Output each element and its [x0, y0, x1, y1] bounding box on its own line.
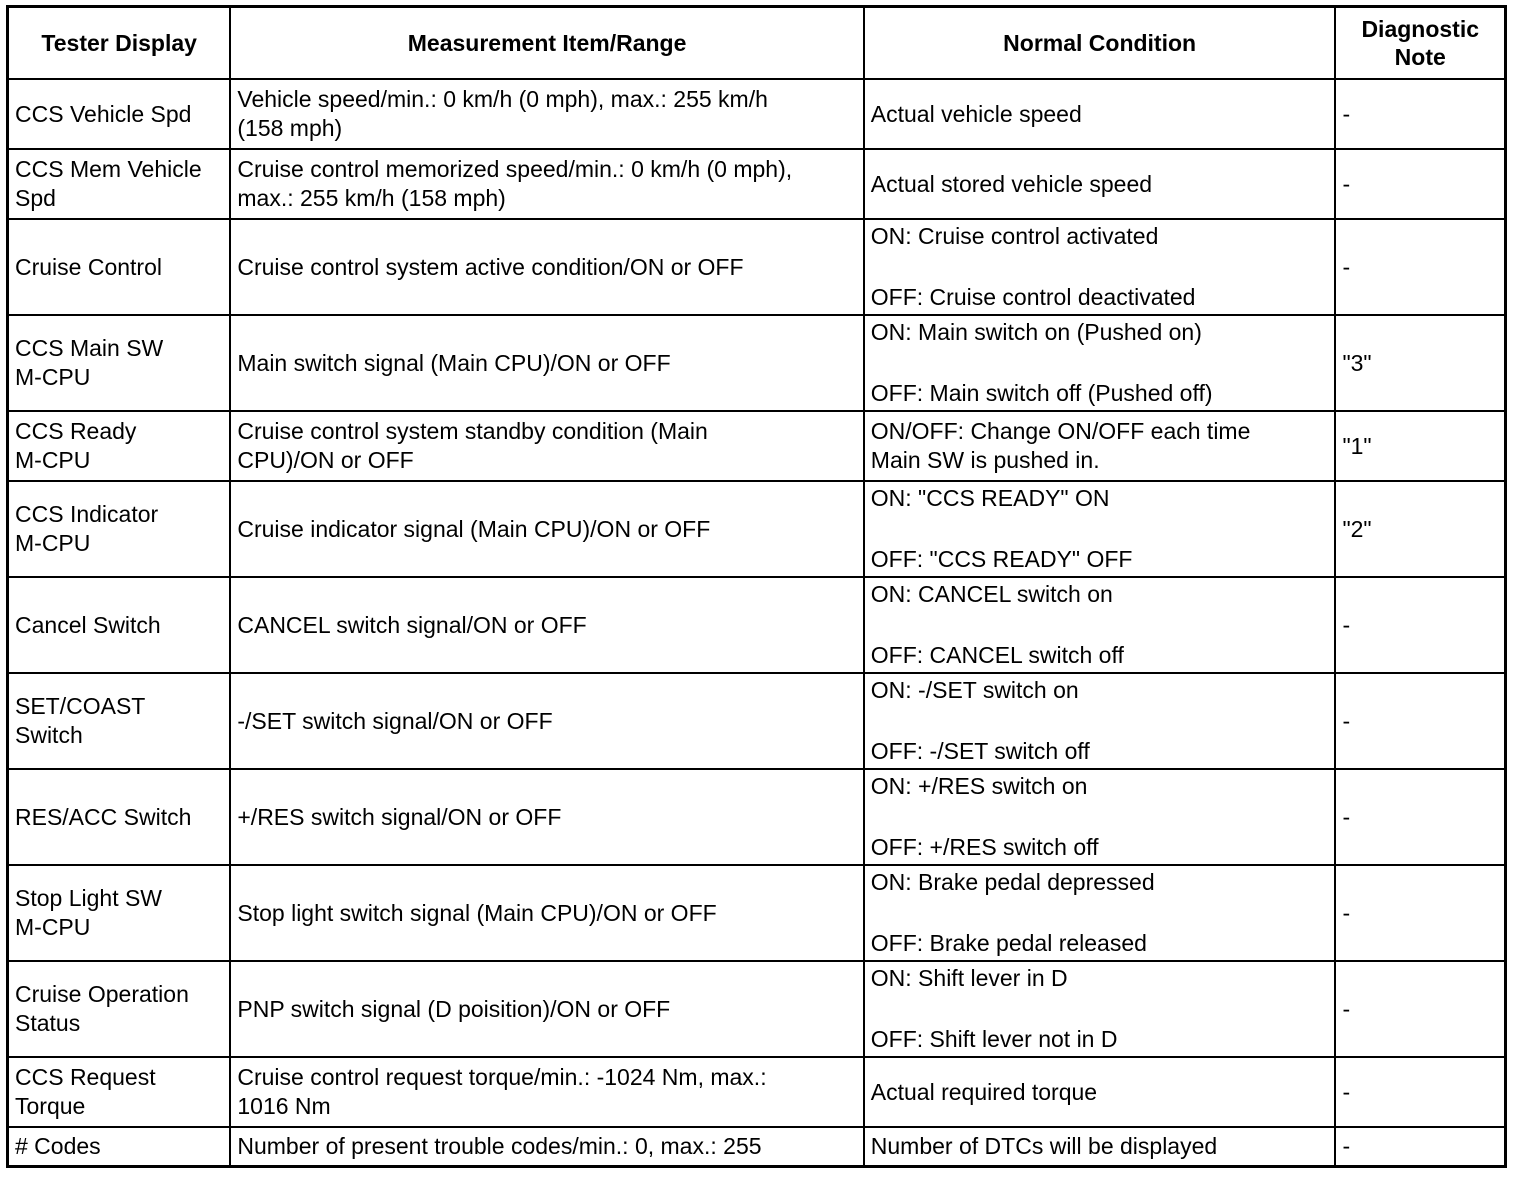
measurement-text: 1016 Nm: [237, 1093, 331, 1119]
tester-display-text: Torque: [15, 1093, 86, 1119]
cell-measurement: [230, 219, 863, 315]
table-row: [8, 1057, 1506, 1127]
measurement-text: Cruise control system active condition/ON or OFF: [237, 253, 744, 280]
cell-measurement: [230, 1127, 863, 1167]
cell-measurement: [230, 149, 863, 219]
measurement-text: Main switch signal (Main CPU)/ON or OFF: [237, 349, 671, 376]
cell-normal-condition: [864, 769, 1336, 865]
tester-display-text: CCS Main SW: [15, 335, 164, 361]
normal-condition-text: Actual vehicle speed: [870, 100, 1082, 127]
measurement-text: Cruise indicator signal (Main CPU)/ON or OFF: [237, 515, 711, 542]
cell-diagnostic-note: "3": [1335, 315, 1505, 411]
measurement-text: (158 mph): [237, 115, 343, 141]
table-row: [8, 481, 1506, 577]
normal-condition-text: OFF: +/RES switch off: [870, 834, 1099, 860]
table-row: [8, 577, 1506, 673]
cell-normal-condition: [864, 673, 1336, 769]
measurement-text: CANCEL switch signal/ON or OFF: [237, 611, 587, 638]
cell-measurement: [230, 769, 863, 865]
cell-measurement: [230, 577, 863, 673]
tester-display-text: Cancel Switch: [15, 611, 161, 638]
cell-normal-condition: [864, 411, 1336, 481]
cell-measurement: [230, 411, 863, 481]
cell-diagnostic-note: -: [1335, 79, 1505, 149]
cell-measurement: [230, 961, 863, 1057]
table-row: [8, 1127, 1506, 1167]
cell-normal-condition: [864, 481, 1336, 577]
table-row: [8, 411, 1506, 481]
normal-condition-text: OFF: Shift lever not in D: [870, 1026, 1118, 1052]
normal-condition-text: OFF: -/SET switch off: [870, 738, 1090, 764]
normal-condition-text: OFF: Cruise control deactivated: [870, 284, 1196, 310]
cell-diagnostic-note: -: [1335, 219, 1505, 315]
cell-diagnostic-note: -: [1335, 1127, 1505, 1167]
cell-normal-condition: [864, 149, 1336, 219]
cell-normal-condition: [864, 577, 1336, 673]
tester-display-text: CCS Vehicle Spd: [15, 100, 192, 127]
cell-normal-condition: [864, 961, 1336, 1057]
cell-tester-display: [8, 79, 231, 149]
measurement-text: Number of present trouble codes/min.: 0, max.: 255: [237, 1133, 762, 1159]
normal-condition-text: Actual stored vehicle speed: [870, 170, 1153, 197]
cell-diagnostic-note: "1": [1335, 411, 1505, 481]
cell-normal-condition: [864, 1127, 1336, 1167]
cell-normal-condition: [864, 79, 1336, 149]
table-row: [8, 673, 1506, 769]
header-row: [8, 7, 1506, 80]
tester-display-text: M-CPU: [15, 530, 91, 556]
cell-measurement: [230, 1057, 863, 1127]
normal-condition-text: ON: +/RES switch on: [870, 773, 1088, 799]
tester-display-text: Switch: [15, 722, 83, 748]
tester-display-text: M-CPU: [15, 364, 91, 390]
header-diagnostic-note-line-2: Note: [1394, 44, 1446, 70]
measurement-text: +/RES switch signal/ON or OFF: [237, 803, 562, 830]
cell-measurement: [230, 673, 863, 769]
cell-tester-display: [8, 315, 231, 411]
cell-tester-display: [8, 577, 231, 673]
tester-display-text: M-CPU: [15, 447, 91, 473]
tester-display-text: Status: [15, 1010, 81, 1036]
cell-tester-display: [8, 1127, 231, 1167]
cell-normal-condition: [864, 1057, 1336, 1127]
measurement-text: Cruise control system standby condition (Main: [237, 418, 708, 444]
normal-condition-text: OFF: Main switch off (Pushed off): [870, 380, 1213, 406]
measurement-text: max.: 255 km/h (158 mph): [237, 185, 506, 211]
table-row: [8, 219, 1506, 315]
header-measurement: Measurement Item/Range: [230, 7, 863, 80]
normal-condition-text: OFF: "CCS READY" OFF: [870, 546, 1133, 572]
tester-display-text: Spd: [15, 185, 56, 211]
tester-display-text: RES/ACC Switch: [15, 803, 192, 830]
cell-tester-display: [8, 481, 231, 577]
cell-measurement: [230, 79, 863, 149]
normal-condition-text: ON: Main switch on (Pushed on): [870, 319, 1202, 345]
cell-diagnostic-note: -: [1335, 673, 1505, 769]
cell-tester-display: [8, 219, 231, 315]
tester-display-text: CCS Mem Vehicle: [15, 156, 202, 182]
measurement-text: CPU)/ON or OFF: [237, 447, 414, 473]
measurement-text: Cruise control request torque/min.: -1024 Nm, max.:: [237, 1064, 767, 1090]
cell-measurement: [230, 481, 863, 577]
cell-tester-display: [8, 149, 231, 219]
tester-display-text: CCS Indicator: [15, 501, 159, 527]
measurement-text: Cruise control memorized speed/min.: 0 km/h (0 mph),: [237, 156, 793, 182]
tester-display-text: M-CPU: [15, 914, 91, 940]
header-diagnostic-note: [1335, 7, 1505, 80]
header-diagnostic-note-line-1: Diagnostic: [1361, 16, 1480, 42]
normal-condition-text: Actual required torque: [870, 1078, 1098, 1105]
measurement-text: -/SET switch signal/ON or OFF: [237, 707, 553, 734]
tester-display-text: SET/COAST: [15, 693, 146, 719]
cell-diagnostic-note: -: [1335, 1057, 1505, 1127]
cell-tester-display: [8, 961, 231, 1057]
header-tester-display: Tester Display: [8, 7, 231, 80]
table-row: [8, 865, 1506, 961]
header-normal-condition: Normal Condition: [864, 7, 1336, 80]
cell-measurement: [230, 315, 863, 411]
table-body: [8, 79, 1506, 1167]
normal-condition-text: ON: -/SET switch on: [870, 677, 1079, 703]
tester-display-text: Cruise Control: [15, 253, 162, 280]
normal-condition-text: OFF: CANCEL switch off: [870, 642, 1124, 668]
cell-tester-display: [8, 865, 231, 961]
normal-condition-text: ON: "CCS READY" ON: [870, 485, 1110, 511]
cell-diagnostic-note: -: [1335, 577, 1505, 673]
tester-display-text: # Codes: [15, 1133, 101, 1159]
table-row: [8, 769, 1506, 865]
normal-condition-text: ON: Brake pedal depressed: [870, 869, 1155, 895]
table-row: [8, 79, 1506, 149]
cell-diagnostic-note: "2": [1335, 481, 1505, 577]
table-row: [8, 315, 1506, 411]
cell-tester-display: [8, 673, 231, 769]
tester-display-text: Cruise Operation: [15, 981, 189, 1007]
measurement-text: PNP switch signal (D poisition)/ON or OFF: [237, 995, 671, 1022]
cell-diagnostic-note: -: [1335, 961, 1505, 1057]
tester-display-text: CCS Request: [15, 1064, 156, 1090]
normal-condition-text: OFF: Brake pedal released: [870, 930, 1147, 956]
tester-display-text: CCS Ready: [15, 418, 137, 444]
normal-condition-text: ON: CANCEL switch on: [870, 581, 1113, 607]
cell-diagnostic-note: -: [1335, 769, 1505, 865]
measurement-text: Vehicle speed/min.: 0 km/h (0 mph), max.: 255 km/h: [237, 86, 768, 112]
cell-tester-display: [8, 1057, 231, 1127]
normal-condition-text: ON: Shift lever in D: [870, 965, 1068, 991]
normal-condition-text: ON: Cruise control activated: [870, 223, 1159, 249]
data-list-table: [6, 5, 1507, 1168]
table-row: [8, 961, 1506, 1057]
tester-display-text: Stop Light SW: [15, 885, 163, 911]
normal-condition-text: Number of DTCs will be displayed: [870, 1133, 1218, 1159]
table-row: [8, 149, 1506, 219]
cell-normal-condition: [864, 315, 1336, 411]
normal-condition-text: Main SW is pushed in.: [870, 447, 1100, 473]
normal-condition-text: ON/OFF: Change ON/OFF each time: [870, 418, 1251, 444]
cell-diagnostic-note: -: [1335, 865, 1505, 961]
cell-tester-display: [8, 411, 231, 481]
cell-normal-condition: [864, 219, 1336, 315]
cell-measurement: [230, 865, 863, 961]
cell-diagnostic-note: -: [1335, 149, 1505, 219]
measurement-text: Stop light switch signal (Main CPU)/ON or OFF: [237, 899, 717, 926]
cell-normal-condition: [864, 865, 1336, 961]
cell-tester-display: [8, 769, 231, 865]
